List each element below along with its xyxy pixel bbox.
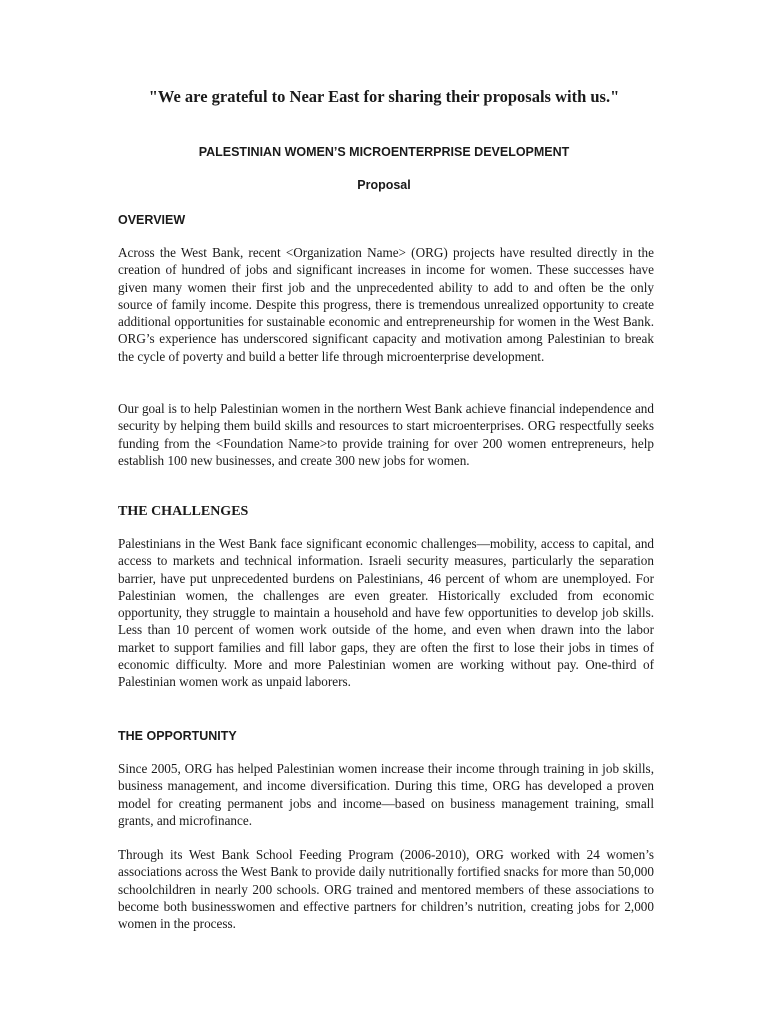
opportunity-paragraph-1: Since 2005, ORG has helped Palestinian women increase their income through training in job skills, business management, and income diversification. During this time, ORG has developed a proven model for creating permanent jobs and income—based on business management training, small grants, and microfinance. xyxy=(118,761,654,828)
challenges-heading: THE CHALLENGES xyxy=(118,504,249,519)
document-title: PALESTINIAN WOMEN’S MICROENTERPRISE DEVELOPMENT xyxy=(198,145,570,159)
testimonial-quote: "We are grateful to Near East for sharing their proposals with us." xyxy=(148,87,620,106)
overview-heading: OVERVIEW xyxy=(118,213,186,227)
opportunity-heading: THE OPPORTUNITY xyxy=(118,729,237,743)
challenges-paragraph-1: Palestinians in the West Bank face significant economic challenges—mobility, access to capital, and access to markets and technical information. Israeli security measures, particularly the separation barrier, have put unprecedented burdens on Palestinians, 46 percent of whom are unemployed. For Palestinian women, the challenges are even greater. Historically excluded from economic opportunity, they struggle to maintain a household and have few opportunities to develop job skills. Less than 10 percent of women work outside of the home, and even when drawn into the labor market to support families and fill labor gaps, they are often the first to lose their jobs in times of economic difficulty. More and more Palestinian women are working without pay. One-third of Palestinian women work as unpaid laborers. xyxy=(118,536,654,690)
overview-paragraph-2: Our goal is to help Palestinian women in the northern West Bank achieve financial independence and security by helping them build skills and resources to start microenterprises. ORG respectfully seeks funding from the <Foundation Name>to provide training for over 200 women entrepreneurs, help establish 100 new businesses, and create 300 new jobs for women. xyxy=(118,401,654,468)
document-subtitle: Proposal xyxy=(357,178,411,192)
opportunity-paragraph-2: Through its West Bank School Feeding Program (2006-2010), ORG worked with 24 women’s associations across the West Bank to provide daily nutritionally fortified snacks for more than 50,000 schoolchildren in nearly 200 schools. ORG trained and mentored members of these associations to become both businesswomen and effective partners for children’s nutrition, creating jobs for 2,000 women in the process. xyxy=(118,847,654,932)
overview-paragraph-1: Across the West Bank, recent <Organization Name> (ORG) projects have resulted directly in the creation of hundred of jobs and significant increases in income for women. These successes have given many women their first job and the unprecedented ability to add to and often be the only source of family income. Despite this progress, there is tremendous unrealized opportunity to create additional opportunities for sustainable economic and entrepreneurship for women in the West Bank. ORG’s experience has underscored significant capacity and motivation among Palestinian to break the cycle of poverty and build a better life through microenterprise development. xyxy=(118,245,654,364)
